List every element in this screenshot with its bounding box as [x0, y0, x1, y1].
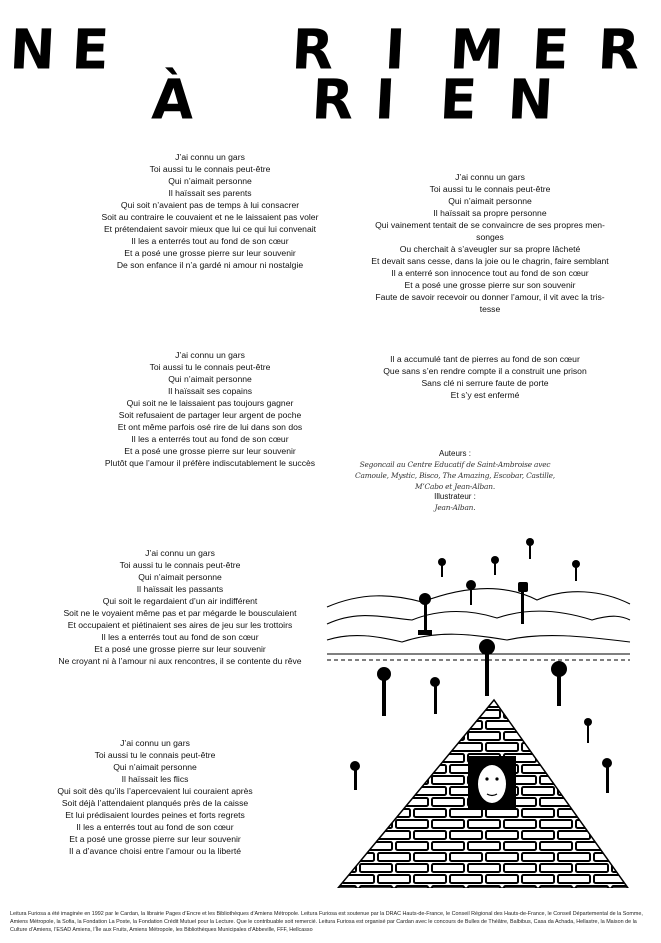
title-letter: R: [310, 67, 354, 132]
poem-line: Et s’y est enfermé: [450, 390, 520, 400]
footer-credits: Leitura Furiosa a été imaginée en 1992 par le Cardan, la librairie Pages d’Encre et les Bibliothèques d’Amiens Métropole. Leitura Furiosa est soutenue par la DRAC Hauts-de-France, le Conseil Régional des Hauts-de-France, le Conseil Départemental de la Somme, Amiens Métropole, la Sofia, la Fondation La Poste, la Fondation Crédit Mutuel pour la Lecture. Que le contribuable soit remercié. Leitura Furiosa est organisé par Cardan avec le concours de Bulles de Théâtre, Balbibus, Casa da Achada, Hellastre, la Maison de la Culture d’Amiens, l’ESAD Amiens, l’Île aux Fruits, Amiens Métropole, les Bibliothèques Municipales d’Abbeville, FFF, Hellcasso: [10, 911, 643, 933]
poem-line: Soit ne le voyaient même pas et par mégarde le bousculaient: [63, 608, 297, 618]
poem-line: Et a posé une grosse pierre sur leur souvenir: [124, 248, 296, 258]
poem-line: Qui n’aimait personne: [113, 762, 197, 772]
poem-4: [365, 353, 605, 401]
illustrator-label: Illustrateur :: [434, 492, 476, 501]
poem-line: Toi aussi tu le connais peut-être: [149, 164, 271, 174]
poem-line: Et a posé une grosse pierre sur leur souvenir: [94, 644, 266, 654]
poem-line: Qui n’aimait personne: [448, 196, 532, 206]
poem-line: J’ai connu un gars: [145, 548, 215, 558]
poem-line: Il haïssait les flics: [121, 774, 189, 784]
poem-line: Toi aussi tu le connais peut-être: [94, 750, 216, 760]
title-letter: E: [530, 17, 569, 82]
hills: [327, 588, 630, 660]
poem-line: Sans clé ni serrure faute de porte: [421, 378, 549, 388]
title-letter: R: [596, 17, 640, 82]
title-letter: E: [70, 17, 109, 82]
poem-2: [335, 171, 645, 315]
poem-line: Il haïssait ses parents: [168, 188, 252, 198]
title-letter: E: [438, 67, 477, 132]
poem-line: Et ont même parfois osé rire de lui dans son dos: [117, 422, 303, 432]
poem-line: J’ai connu un gars: [175, 152, 245, 162]
poem-line: Il les a enterrés tout au fond de son cœur: [131, 434, 289, 444]
poem-line: Qui vainement tentait de se convaincre de ses propres men-: [375, 220, 605, 230]
poem-1: [60, 151, 360, 271]
poem-line: Il a accumulé tant de pierres au fond de son cœur: [390, 354, 580, 364]
title-letter: N: [8, 17, 55, 82]
poem-line: Ne croyant ni à l’amour ni aux rencontres, il se contente du rêve: [58, 656, 302, 666]
poem-line: Et occupaient et piétinaient ses aires de jeu sur les trottoirs: [67, 620, 293, 630]
poem-line: Et a posé une grosse pierre sur son souvenir: [404, 280, 576, 290]
poem-line: Il les a enterrés tout au fond de son cœur: [131, 236, 289, 246]
title-letter: N: [506, 67, 553, 132]
poem-line: tesse: [479, 304, 501, 314]
poem-line: Que sans s’en rendre compte il a construit une prison: [383, 366, 587, 376]
poem-line: Il haïssait sa propre personne: [433, 208, 547, 218]
poem-line: Soit refusaient de partager leur argent de poche: [118, 410, 302, 420]
poem-line: Qui soit dès qu’ils l’apercevaient lui couraient après: [57, 786, 253, 796]
poem-line: Ou cherchait à s’aveugler sur sa propre lâcheté: [399, 244, 581, 254]
credits: [355, 449, 555, 513]
poem-line: Toi aussi tu le connais peut-être: [149, 362, 271, 372]
poem-line: J’ai connu un gars: [175, 350, 245, 360]
poem-line: Et lui prédisaient lourdes peines et forts regrets: [65, 810, 245, 820]
poem-line: Qui n’aimait personne: [138, 572, 222, 582]
title-letter: M: [448, 17, 504, 82]
poem-line: Plutôt que l’amour il préfère indiscutablement le succès: [104, 458, 316, 468]
title-letter: I: [373, 67, 395, 132]
poem-6: [10, 737, 300, 857]
poem-line: Qui n’aimait personne: [168, 176, 252, 186]
illustrator-text: Jean-Alban.: [434, 503, 476, 512]
poem-line: Qui soit ne le laissaient pas toujours gagner: [126, 398, 294, 408]
title-letter: À: [150, 67, 194, 132]
poem-line: Qui n’aimait personne: [168, 374, 252, 384]
poem-line: Toi aussi tu le connais peut-être: [429, 184, 551, 194]
brick-pyramid: [338, 700, 628, 888]
poem-line: Il les a enterrés tout au fond de son cœur: [101, 632, 259, 642]
poem-line: Et a posé une grosse pierre sur leur souvenir: [124, 446, 296, 456]
title-letter: I: [383, 17, 405, 82]
poem-line: Et devait sans cesse, dans la joie ou le chagrin, faire semblant: [371, 256, 609, 266]
poem-line: Et a posé une grosse pierre sur leur souvenir: [69, 834, 241, 844]
poem-line: songes: [476, 232, 504, 242]
poem-line: Qui soit le regardaient d’un air indifférent: [102, 596, 258, 606]
poem-line: Il les a enterrés tout au fond de son cœur: [76, 822, 234, 832]
poem-3: [55, 349, 365, 469]
poem-line: Qui soit n’avaient pas de temps à lui consacrer: [120, 200, 300, 210]
title-letter: R: [290, 17, 334, 82]
poem-line: Il a d’avance choisi entre l’amour ou la liberté: [69, 846, 241, 856]
title-line-2: [0, 67, 661, 132]
authors-text: Segoncail au Centre Educatif de Saint-Ambroise avec Camoule, Mystic, Bisco, The Amazing, Escobar, Castille, M’Cabo et Jean-Alban.: [355, 460, 555, 491]
poem-line: Il haïssait ses copains: [167, 386, 253, 396]
poem-line: Il haïssait les passants: [136, 584, 224, 594]
poem-line: Toi aussi tu le connais peut-être: [119, 560, 241, 570]
authors-label: Auteurs :: [438, 449, 471, 458]
poem-line: J’ai connu un gars: [120, 738, 190, 748]
pyramid-keys-illustration: [322, 532, 634, 888]
poem-line: De son enfance il n’a gardé ni amour ni nostalgie: [116, 260, 304, 270]
poem-line: Et prétendaient savoir mieux que lui ce qui lui convenait: [103, 224, 317, 234]
poem-line: Soit déjà l’attendaient planqués près de la caisse: [61, 798, 249, 808]
face: [478, 765, 506, 803]
poem-line: Soit au contraire le couvaient et ne le laissaient pas voler: [101, 212, 319, 222]
poem-line: J’ai connu un gars: [455, 172, 525, 182]
poem-line: Faute de savoir recevoir ou donner l’amour, il vit avec la tris-: [375, 292, 605, 302]
poem-line: Il a enterré son innocence tout au fond de son cœur: [391, 268, 589, 278]
poem-5: [30, 547, 330, 667]
